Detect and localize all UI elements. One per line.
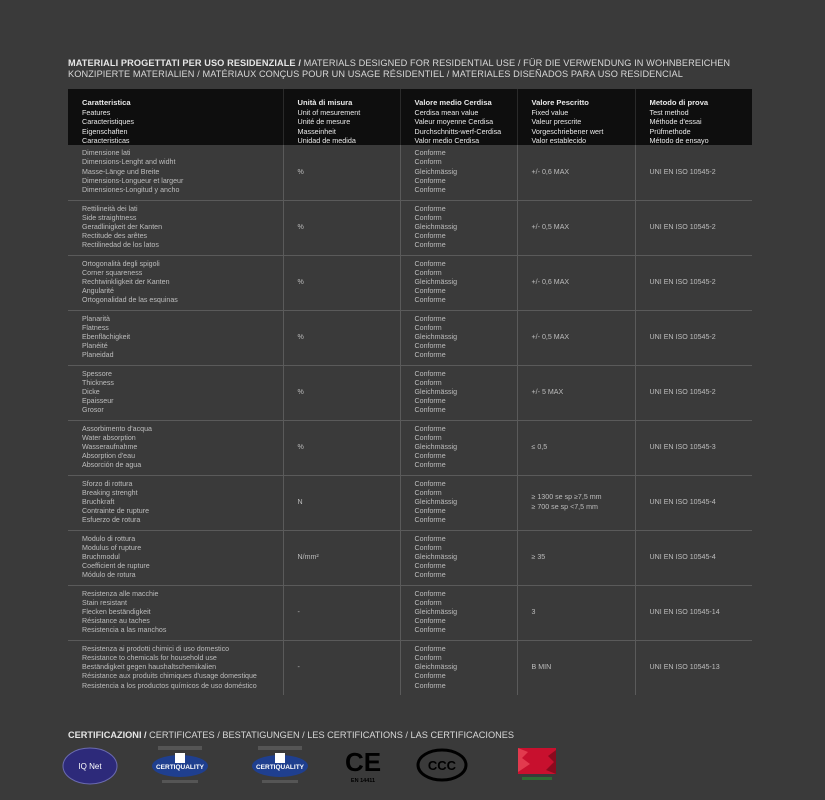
table-row [68,200,752,255]
fixed-value-cell [517,530,635,585]
feature-cell-line: Rettilineità dei lati [82,204,138,213]
mean-value-cell-line: Conform [414,378,442,387]
feature-cell-line: Dimensiones-Longitud y ancho [82,186,180,195]
feature-cell-line: Ortogonalidad de las esquinas [82,296,178,305]
mean-value-cell-line: Conforme [414,296,446,305]
feature-cell-line: Esfuerzo de rotura [82,516,141,525]
unit-cell: % [283,420,400,475]
column-header-translation: Features [82,108,111,118]
column-header-translation: Test method [649,108,689,118]
mean-value-cell [400,310,517,365]
feature-cell-line: Planeidad [82,351,114,360]
column-header-translation: Vorgeschriebener wert [531,126,604,136]
mean-value-cell [400,585,517,640]
fixed-value-cell-line: +/- 0,5 MAX [531,332,570,341]
mean-value-cell-line: Conforme [414,589,446,598]
ce-text: CE [344,747,382,777]
column-header-title: Valore medio Cerdisa [414,98,492,107]
mean-value-cell-line: Conform [414,158,442,167]
feature-cell-line: Assorbimento d'acqua [82,424,152,433]
column-header-translation: Unidad de medida [297,135,356,145]
test-method-cell: UNI EN ISO 10545-2 [635,365,752,420]
certifications-title-bold: CERTIFICAZIONI / [68,730,147,740]
feature-cell [68,640,283,695]
fixed-value-cell [517,200,635,255]
mean-value-cell-line: Conform [414,653,442,662]
feature-cell-line: Beständigkeit gegen haushaltschemikalien [82,663,217,672]
column-header [68,89,283,145]
column-header-translation: Valor establecido [531,135,587,145]
feature-cell-line: Resistance to chemicals for household use [82,653,217,662]
mean-value-cell-line: Conforme [414,644,446,653]
mean-value-cell-line: Conforme [414,287,446,296]
feature-cell-line: Resistenza alle macchie [82,589,159,598]
feature-cell-line: Módulo de rotura [82,571,136,580]
mean-value-cell-line: Conforme [414,204,446,213]
mean-value-cell-line: Conforme [414,452,446,461]
feature-cell-line: Ebenflächigkeit [82,332,131,341]
fixed-value-cell [517,145,635,200]
column-header-translation: Valeur prescrite [531,117,582,127]
certiquality-icon [148,744,212,788]
fixed-value-cell [517,255,635,310]
mean-value-cell-line: Gleichmässig [414,663,458,672]
feature-cell-line: Epaisseur [82,397,114,406]
unit-cell: - [283,585,400,640]
fixed-value-cell-line: B MIN [531,663,552,672]
test-method-cell: UNI EN ISO 10545-4 [635,530,752,585]
test-method-cell: UNI EN ISO 10545-3 [635,420,752,475]
fixed-value-cell [517,310,635,365]
table-row [68,585,752,640]
feature-cell-line: Résistance aux produits chimiques d'usage domestique [82,672,257,681]
certiquality-text-2: CERTIQUALITY [255,764,305,771]
table-header [68,89,752,145]
unit-cell: % [283,145,400,200]
mean-value-cell-line: Conforme [414,672,446,681]
page-heading [68,58,768,80]
feature-cell-line: Rectitude des arêtes [82,232,148,241]
fixed-value-cell [517,640,635,695]
feature-cell-line: Water absorption [82,433,136,442]
feature-cell [68,530,283,585]
mean-value-cell-line: Conforme [414,232,446,241]
mean-value-cell-line: Conforme [414,516,446,525]
header-row [68,89,752,145]
mean-value-cell-line: Conforme [414,461,446,470]
mean-value-cell-line: Conforme [414,342,446,351]
mean-value-cell-line: Conforme [414,369,446,378]
unit-cell: % [283,255,400,310]
feature-cell-line: Dimensions-Lenght and widht [82,158,176,167]
mean-value-cell [400,145,517,200]
mean-value-cell-line: Conforme [414,176,446,185]
fixed-value-cell-line: +/- 0,6 MAX [531,277,570,286]
feature-cell-line: Modulo di rottura [82,534,136,543]
feature-cell-line: Geradlinigkeit der Kanten [82,222,163,231]
column-header-translation: Durchschnitts-werf-Cerdisa [414,126,502,136]
mean-value-cell-line: Conforme [414,351,446,360]
certification-logos [60,744,580,794]
column-header-translation: Cerdisa mean value [414,108,479,118]
mean-value-cell-line: Conforme [414,534,446,543]
fixed-value-cell-line: +/- 0,5 MAX [531,222,570,231]
column-header-title: Caratteristica [82,98,131,107]
unit-cell: N/mm² [283,530,400,585]
mean-value-cell-line: Conforme [414,479,446,488]
feature-cell-line: Stain resistant [82,598,127,607]
feature-cell-line: Planéité [82,342,108,351]
column-header-translation: Valor medio Cerdisa [414,135,480,145]
mean-value-cell-line: Gleichmässig [414,332,458,341]
column-header-translation: Unité de mesure [297,117,351,127]
unit-cell: % [283,310,400,365]
mean-value-cell [400,365,517,420]
feature-cell-line: Coefficient de rupture [82,562,150,571]
column-header-translation: Prüfmethode [649,126,691,136]
test-method-cell: UNI EN ISO 10545-2 [635,255,752,310]
table-row [68,475,752,530]
feature-cell-line: Flecken beständigkeit [82,607,151,616]
column-header-translation: Méthode d'essai [649,117,702,127]
table-body [68,145,752,695]
mean-value-cell-line: Conforme [414,424,446,433]
feature-cell-line: Rectilinedad de los latos [82,241,159,250]
column-header-translation: Fixed value [531,108,569,118]
mean-value-cell [400,200,517,255]
mean-value-cell-line: Conforme [414,186,446,195]
feature-cell-line: Contrainte de rupture [82,507,150,516]
iqnet-text: IQ Net [78,762,102,771]
mean-value-cell-line: Conforme [414,617,446,626]
feature-cell-line: Resistencia a las manchos [82,626,167,635]
test-method-cell: UNI EN ISO 10545-2 [635,145,752,200]
heading-line-1 [68,58,768,69]
mean-value-cell-line: Conform [414,323,442,332]
feature-cell-line: Breaking strenght [82,488,138,497]
feature-cell-line: Bruchmodul [82,552,120,561]
feature-cell-line: Absorción de agua [82,461,142,470]
test-method-cell: UNI EN ISO 10545-2 [635,310,752,365]
fixed-value-cell-line: +/- 0,6 MAX [531,167,570,176]
feature-cell-line: Wasseraufnahme [82,442,138,451]
test-method-cell: UNI EN ISO 10545-4 [635,475,752,530]
mean-value-cell-line: Conform [414,598,442,607]
feature-cell-line: Corner squareness [82,268,143,277]
mean-value-cell-line: Gleichmässig [414,387,458,396]
unit-cell: % [283,365,400,420]
certiquality-icon [248,744,312,788]
feature-cell-line: Sforzo di rottura [82,479,133,488]
feature-cell [68,255,283,310]
feature-cell [68,200,283,255]
fixed-value-cell-line: 3 [531,607,536,616]
mean-value-cell [400,255,517,310]
fixed-value-cell [517,420,635,475]
heading-bold: MATERIALI PROGETTATI PER USO RESIDENZIALE / [68,58,301,68]
feature-cell-line: Absorption d'eau [82,452,136,461]
feature-cell-line: Dicke [82,387,100,396]
feature-cell-line: Resistencia a los productos químicos de uso doméstico [82,681,257,690]
mean-value-cell-line: Conform [414,488,442,497]
column-header-translation: Valeur moyenne Cerdisa [414,117,494,127]
mean-value-cell [400,475,517,530]
mean-value-cell-line: Conform [414,543,442,552]
iqnet-icon [60,744,120,788]
feature-cell-line: Angularité [82,287,114,296]
fixed-value-cell-line: ≥ 1300 se sp ≥7,5 mm [531,493,602,502]
mean-value-cell-line: Gleichmässig [414,277,458,286]
feature-cell-line: Resistenza ai prodotti chimici di uso domestico [82,644,230,653]
feature-cell-line: Ortogonalità degli spigoli [82,259,160,268]
feature-cell-line: Dimensions-Longueur et largeur [82,176,184,185]
mean-value-cell-line: Conform [414,213,442,222]
certiquality-text-1: CERTIQUALITY [155,764,205,771]
mean-value-cell-line: Gleichmässig [414,222,458,231]
table-row [68,365,752,420]
test-method-cell: UNI EN ISO 10545-2 [635,200,752,255]
table-row [68,530,752,585]
feature-cell [68,585,283,640]
feature-cell-line: Thickness [82,378,114,387]
unit-cell: N [283,475,400,530]
mean-value-cell-line: Conforme [414,507,446,516]
ccc-icon [414,744,470,788]
feature-cell-line: Dimensione lati [82,149,131,158]
unit-cell: - [283,640,400,695]
feature-cell-line: Modulus of rupture [82,543,142,552]
feature-cell-line: Rechtwinkligkeit der Kanten [82,277,170,286]
heading-rest: MATERIALS DESIGNED FOR RESIDENTIAL USE / FÜR DIE VERWENDUNG IN WOHNBEREICHEN [300,58,731,68]
ce-mark-icon [338,744,388,788]
mean-value-cell-line: Conforme [414,571,446,580]
column-header-title: Metodo di prova [649,98,709,107]
feature-cell-line: Side straightness [82,213,137,222]
mean-value-cell [400,530,517,585]
test-method-cell: UNI EN ISO 10545-13 [635,640,752,695]
mean-value-cell-line: Conforme [414,397,446,406]
column-header [517,89,635,145]
table-row [68,310,752,365]
feature-cell-line: Bruchkraft [82,497,115,506]
fixed-value-cell [517,475,635,530]
fixed-value-cell [517,365,635,420]
mean-value-cell-line: Conforme [414,681,446,690]
ce-subtext: EN 14411 [350,778,376,784]
fixed-value-cell-line: ≥ 35 [531,552,546,561]
feature-cell-line: Résistance au taches [82,617,150,626]
unit-cell: % [283,200,400,255]
mean-value-cell-line: Conforme [414,562,446,571]
fixed-value-cell [517,585,635,640]
mean-value-cell-line: Conforme [414,406,446,415]
ceramics-of-italy-icon [508,744,568,788]
column-header-title: Unità di misura [297,98,353,107]
heading-line-2: KONZIPIERTE MATERIALIEN / MATÉRIAUX CONÇUS POUR UN USAGE RÉSIDENTIEL / MATERIALES DISEÑADOS PARA USO RESIDENCIAL [68,69,683,79]
feature-cell-line: Planarità [82,314,110,323]
certifications-title [68,730,514,740]
fixed-value-cell-line: ≤ 0,5 [531,442,548,451]
feature-cell [68,475,283,530]
mean-value-cell-line: Conform [414,268,442,277]
mean-value-cell [400,640,517,695]
mean-value-cell-line: Gleichmässig [414,552,458,561]
table-row [68,255,752,310]
table-row [68,145,752,200]
mean-value-cell-line: Gleichmässig [414,497,458,506]
mean-value-cell-line: Conforme [414,259,446,268]
mean-value-cell-line: Gleichmässig [414,442,458,451]
feature-cell [68,310,283,365]
fixed-value-cell-line: +/- 5 MAX [531,387,564,396]
mean-value-cell-line: Conforme [414,149,446,158]
feature-cell-line: Spessore [82,369,112,378]
test-method-cell: UNI EN ISO 10545-14 [635,585,752,640]
column-header-translation: Método de ensayo [649,135,709,145]
column-header-title: Valore Pescritto [531,98,589,107]
mean-value-cell-line: Conforme [414,314,446,323]
column-header-translation: Eigenschaften [82,126,128,136]
feature-cell [68,365,283,420]
mean-value-cell [400,420,517,475]
table-row [68,640,752,695]
table-row [68,420,752,475]
mean-value-cell-line: Gleichmässig [414,167,458,176]
feature-cell [68,420,283,475]
ccc-text: CCC [427,758,457,773]
feature-cell-line: Masse-Länge und Breite [82,167,160,176]
specifications-table [68,89,752,695]
feature-cell-line: Flatness [82,323,109,332]
column-header-translation: Caracteristiques [82,117,134,127]
column-header [283,89,400,145]
fixed-value-cell-line: ≥ 700 se sp <7,5 mm [531,502,598,511]
mean-value-cell-line: Conforme [414,626,446,635]
mean-value-cell-line: Gleichmässig [414,607,458,616]
mean-value-cell-line: Conform [414,433,442,442]
column-header [635,89,752,145]
column-header-translation: Unit of mesurement [297,108,361,118]
feature-cell-line: Grosor [82,406,104,415]
column-header-translation: Masseinheit [297,126,336,136]
feature-cell [68,145,283,200]
column-header-translation: Caracteristicas [82,135,130,145]
mean-value-cell-line: Conforme [414,241,446,250]
certifications-title-rest: CERTIFICATES / BESTATIGUNGEN / LES CERTIFICATIONS / LAS CERTIFICACIONES [146,730,514,740]
column-header [400,89,517,145]
